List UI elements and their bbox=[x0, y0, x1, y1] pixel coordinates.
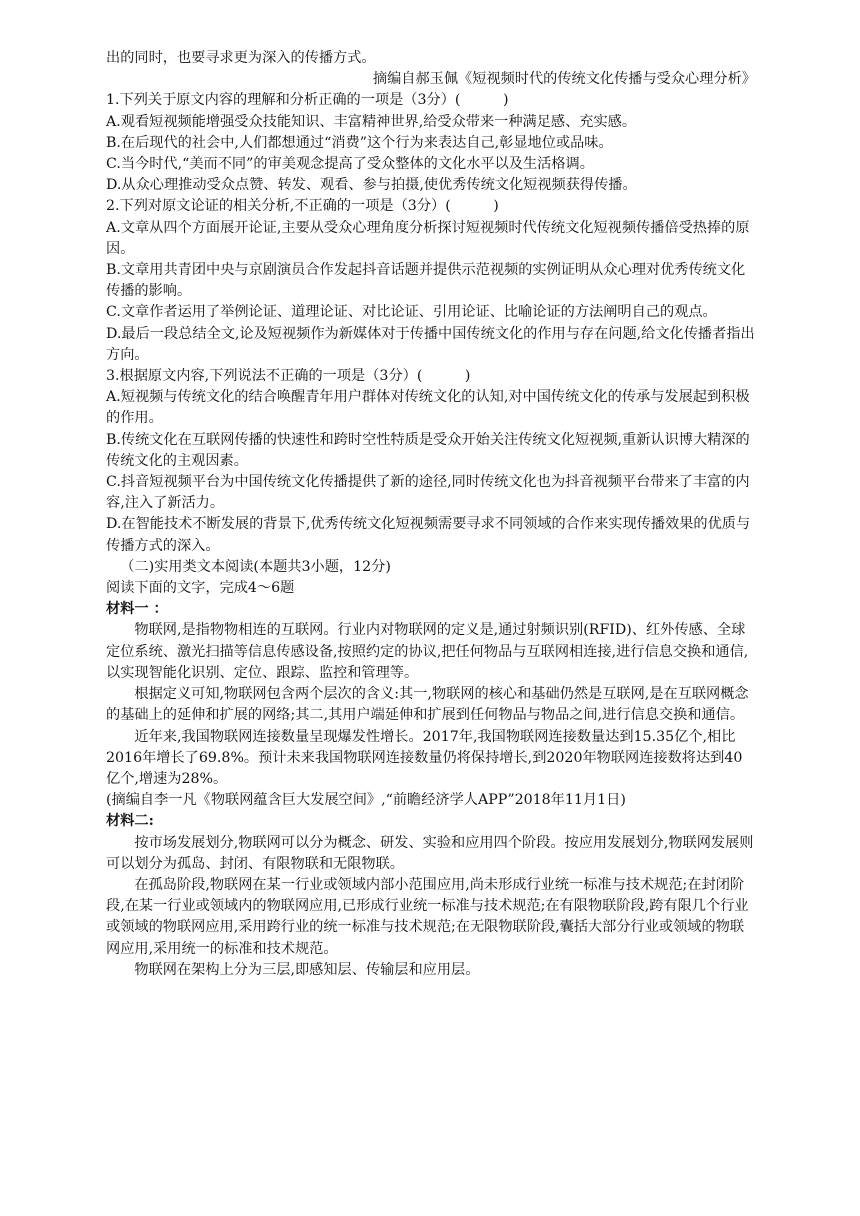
question-1-option-b: B.在后现代的社会中,人们都想通过“消费”这个行为来表达自己,彰显地位或品味。 bbox=[106, 134, 613, 151]
document-page bbox=[106, 48, 756, 981]
material-1-paragraph-1: 物联网,是指物物相连的互联网。行业内对物联网的定义是,通过射频识别(RFID)、红外传感、全球定位系统、激光扫描等信息传感设备,按照约定的协议,把任何物品与互联网相连接,进行信息交换和通信,以实现智能化识别、定位、跟踪、监控和管理等。 bbox=[106, 622, 749, 681]
question-2-option-a: A.文章从四个方面展开论证,主要从受众心理角度分析探讨短视频时代传统文化短视频传播倍受热捧的原因。 bbox=[106, 219, 750, 257]
material-1-label: 材料一 ： bbox=[106, 601, 168, 618]
material-1-paragraph-3: 近年来,我国物联网连接数量呈现爆发性增长。2017年,我国物联网连接数量达到15.35亿个,相比2016年增长了69.8%。预计未来我国物联网连接数量仍将保持增长,到2020年物联网连接数将达到40亿个,增速为28%。 bbox=[106, 728, 743, 787]
material-2-paragraph-1: 按市场发展划分,物联网可以分为概念、研发、实验和应用四个阶段。按应用发展划分,物联网发展则可以划分为孤岛、封闭、有限物联和无限物联。 bbox=[106, 834, 754, 872]
question-1-stem: 1.下列关于原文内容的理解和分析正确的一项是（3分）( ) bbox=[106, 92, 509, 109]
question-2-option-c: C.文章作者运用了举例论证、道理论证、对比论证、引用论证、比喻论证的方法阐明自己的观点。 bbox=[106, 304, 717, 321]
question-1-option-c: C.当今时代,“美而不同”的审美观念提高了受众整体的文化水平以及生活格调。 bbox=[106, 156, 594, 173]
section-instruction: 阅读下面的文字，完成4～6题 bbox=[106, 580, 295, 597]
passage-source: 摘编自郝玉佩《短视频时代的传统文化传播与受众心理分析》 bbox=[372, 71, 756, 88]
material-2-paragraph-2: 在孤岛阶段,物联网在某一行业或领域内部小范围应用,尚未形成行业统一标准与技术规范;在封闭阶段,在某一行业或领域内的物联网应用,已形成行业统一标准与技术规范;在有限物联阶段,跨有限几个行业或领域的物联网应用,采用跨行业的统一标准与技术规范;在无限物联阶段,囊括大部分行业或领域的物联网应用,采用统一的标准和技术规范。 bbox=[106, 876, 749, 957]
question-1-option-d: D.从众心理推动受众点赞、转发、观看、参与拍摄,使优秀传统文化短视频获得传播。 bbox=[106, 177, 637, 194]
material-1-source: (摘编自李一凡《物联网蕴含巨大发展空间》,“前瞻经济学人APP”2018年11月1日) bbox=[106, 792, 626, 809]
question-3-option-c: C.抖音短视频平台为中国传统文化传播提供了新的途径,同时传统文化也为抖音视频平台带来了丰富的内容,注入了新活力。 bbox=[106, 474, 750, 512]
passage-closing-line: 出的同时，也要寻求更为深入的传播方式。 bbox=[106, 50, 376, 66]
question-3-option-d: D.在智能技术不断发展的背景下,优秀传统文化短视频需要寻求不同领域的合作来实现传播效果的优质与传播方式的深入。 bbox=[106, 516, 751, 554]
question-3-stem: 3.根据原文内容,下列说法不正确的一项是（3分）( ) bbox=[106, 368, 471, 385]
question-3-option-a: A.短视频与传统文化的结合唤醒青年用户群体对传统文化的认知,对中国传统文化的传承与发展起到积极的作用。 bbox=[106, 389, 750, 427]
material-2-label: 材料二: bbox=[106, 813, 154, 830]
question-3-option-b: B.传统文化在互联网传播的快速性和跨时空性特质是受众开始关注传统文化短视频,重新认识博大精深的传统文化的主观因素。 bbox=[106, 431, 750, 469]
material-1-paragraph-2: 根据定义可知,物联网包含两个层次的含义:其一,物联网的核心和基础仍然是互联网,是在互联网概念的基础上的延伸和扩展的网络;其二,其用户端延伸和扩展到任何物品与物品之间,进行信息交换和通信。 bbox=[106, 686, 749, 724]
section-title: （二)实用类文本阅读(本题共3小题，12分) bbox=[120, 558, 391, 575]
question-2-option-d: D.最后一段总结全文,论及短视频作为新媒体对于传播中国传统文化的作用与存在问题,给文化传播者指出方向。 bbox=[106, 325, 755, 363]
question-1-option-a: A.观看短视频能增强受众技能知识、丰富精神世界,给受众带来一种满足感、充实感。 bbox=[106, 113, 637, 130]
question-2-stem: 2.下列对原文论证的相关分析,不正确的一项是（3分）( ) bbox=[106, 198, 499, 215]
material-2-paragraph-3: 物联网在架构上分为三层,即感知层、传输层和应用层。 bbox=[134, 961, 480, 978]
question-2-option-b: B.文章用共青团中央与京剧演员合作发起抖音话题并提供示范视频的实例证明从众心理对优秀传统文化传播的影响。 bbox=[106, 262, 746, 300]
